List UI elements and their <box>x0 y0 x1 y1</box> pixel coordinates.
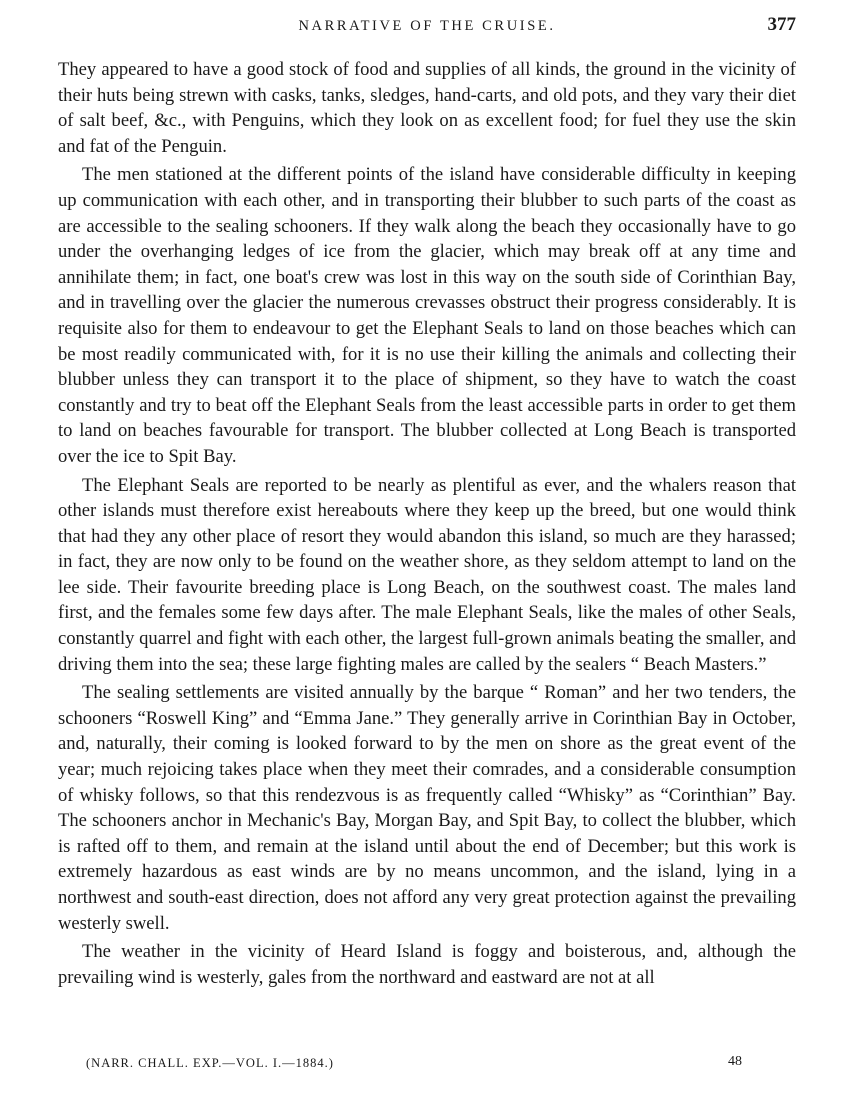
paragraph-4: The sealing settlements are visited annually by the barque “ Roman” and her two tenders, the schooners “Roswell King” and “Emma Jane.” They generally arrive in Corinthian Bay in October, and, naturally, their coming is looked forward to by the men on shore as the great event of the year; much rejoicing takes place when they meet their comrades, and a considerable consumption of whisky follows, so that this rendezvous is as frequently called “Whisky” as “Corinthian” Bay. The schooners anchor in Mechanic's Bay, Morgan Bay, and Spit Bay, to collect the blubber, which is rafted off to them, and remain at the island until about the end of December; but this work is extremely hazardous as east winds are by no means uncommon, and the island, lying in a northwest and south-east direction, does not afford any very great protection against the prevailing westerly swell. <box>58 682 796 934</box>
footer-signature: (NARR. CHALL. EXP.—VOL. I.—1884.) <box>86 1056 334 1070</box>
running-head <box>58 14 796 44</box>
paragraph-3: The Elephant Seals are reported to be nearly as plentiful as ever, and the whalers reason that other islands must therefore exist hereabouts where they keep up the breed, but one would think that had they any other place of resort they would abandon this island, so much are they harassed; in fact, they are now only to be found on the weather shore, as they seldom attempt to land on the lee side. Their favourite breeding place is Long Beach, on the southwest coast. The males land first, and the females some few days after. The male Elephant Seals, like the males of other Seals, constantly quarrel and fight with each other, the largest full-grown animals beating the smaller, and driving them into the sea; these large fighting males are called by the sealers “ Beach Masters.” <box>58 474 796 675</box>
body-text <box>58 57 796 993</box>
footer <box>58 1056 796 1078</box>
page-number: 377 <box>767 14 796 35</box>
running-title: NARRATIVE OF THE CRUISE. <box>298 18 556 34</box>
paragraph-1: They appeared to have a good stock of food and supplies of all kinds, the ground in the vicinity of their huts being strewn with casks, tanks, sledges, hand-carts, and old pots, and they vary their diet of salt beef, &c., with Penguins, which they look on as excellent food; for fuel they use the skin and fat of the Penguin. <box>58 59 796 157</box>
paragraph-5: The weather in the vicinity of Heard Island is foggy and boisterous, and, although the prevailing wind is westerly, gales from the northward and eastward are not at all <box>58 941 796 988</box>
sheet-mark: 48 <box>728 1054 742 1069</box>
paragraph-2: The men stationed at the different points of the island have considerable difficulty in keeping up communication with each other, and in transporting their blubber to such parts of the coast as are accessible to the sealing schooners. If they walk along the beach they occasionally have to go under the overhanging ledges of ice from the glacier, which may break off at any time and annihilate them; in fact, one boat's crew was lost in this way on the south side of Corinthian Bay, and in travelling over the glacier the numerous crevasses obstruct their progress considerably. It is requisite also for them to endeavour to get the Elephant Seals to land on those beaches which can be most readily communicated with, for it is no use their killing the animals and collecting their blubber unless they can transport it to the place of shipment, so they have to watch the coast constantly and try to beat off the Elephant Seals from the least accessible parts in order to get them to land on beaches favourable for transport. The blubber collected at Long Beach is transported over the ice to Spit Bay. <box>58 164 796 467</box>
